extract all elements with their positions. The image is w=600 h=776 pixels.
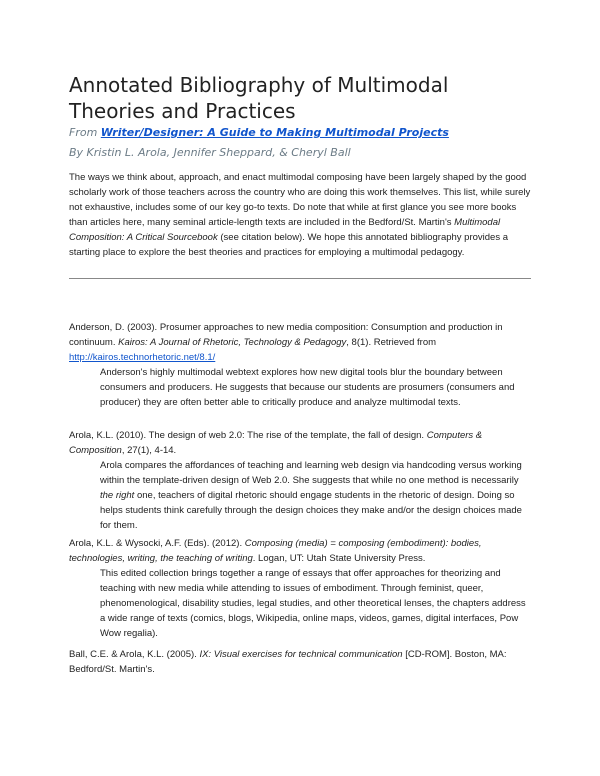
citation-book-title: IX: Visual exercises for technical communication bbox=[199, 649, 403, 660]
citation-details: , 27(1), 4-14. bbox=[121, 445, 177, 456]
bibliography-entry bbox=[69, 428, 531, 533]
citation-journal: Kairos: A Journal of Rhetoric, Technology & Pedagogy bbox=[118, 337, 347, 348]
intro-text: The ways we think about, approach, and enact multimodal composing have been largely shaped by the good scholarly work of those teachers across the country who are doing this work themselves. This list, while surely not exhaustive, includes some of our key go-to texts. Do note that while at first glance you see more books than articles here, many seminal article-length texts are included in the Bedford/St. Martin's bbox=[69, 172, 531, 228]
citation-journal: Computers & Composition bbox=[69, 430, 483, 456]
annotation: This edited collection brings together a range of essays that offer approaches for theorizing and teaching with new media while attending to issues of embodiment. Through feminist, queer, phenomenological, disability studies, legal studies, and other theoretical lenses, the chapters address a wide range of texts (comics, blogs, Wikipedia, online maps, videos, games, digital interfaces, Pow Wow regalia). bbox=[100, 568, 526, 639]
annotation: Anderson's highly multimodal webtext explores how new digital tools blur the boundary between consumers and producers. He suggests that because our students are prosumers (consumers and producer) they are often better able to critically produce and analyze multimodal texts. bbox=[100, 367, 515, 408]
citation-details: , 8(1). Retrieved from bbox=[346, 337, 437, 348]
horizontal-rule bbox=[69, 278, 531, 279]
citation bbox=[69, 647, 531, 677]
citation-text: Anderson, D. (2003). Prosumer approaches to new media composition: Consumption and production in continuum. bbox=[69, 322, 503, 348]
intro-paragraph bbox=[69, 170, 531, 260]
intro-sourcebook-title: Multimodal Composition: A Critical Sourcebook bbox=[69, 217, 501, 243]
citation-text: Arola, K.L. & Wysocki, A.F. (Eds). (2012). bbox=[69, 538, 243, 549]
source-prefix: From bbox=[69, 126, 98, 139]
intro-text-end: (see citation below). We hope this annotated bibliography provides a starting place to explore the best theories and practices for employing a multimodal pedagogy. bbox=[69, 232, 509, 258]
page-title: Annotated Bibliography of Multimodal Theories and Practices bbox=[69, 73, 449, 123]
citation bbox=[69, 536, 531, 566]
annotation-text: Arola compares the affordances of teaching and learning web design via handcoding versus working within the template-driven design of Web 2.0. She suggests that while no one method is necessarily bbox=[100, 460, 522, 486]
citation-book-title: Composing (media) = composing (embodiment): bodies, technologies, writing, the teaching of writing bbox=[69, 538, 482, 564]
citation-text: Ball, C.E. & Arola, K.L. (2005). bbox=[69, 649, 197, 660]
citation bbox=[69, 320, 531, 365]
bibliography-entry bbox=[69, 320, 531, 410]
citation-details: . Logan, UT: Utah State University Press. bbox=[252, 553, 426, 564]
citation-text: Arola, K.L. (2010). The design of web 2.0: The rise of the template, the fall of design. bbox=[69, 430, 425, 441]
annotation bbox=[100, 458, 531, 533]
citation-link[interactable]: http://kairos.technorhetoric.net/8.1/ bbox=[69, 352, 216, 363]
citation-details: [CD-ROM]. Boston, MA: Bedford/St. Martin's. bbox=[69, 649, 507, 675]
source-line bbox=[69, 126, 449, 140]
bibliography-entry bbox=[69, 647, 531, 677]
book-link[interactable]: Writer/Designer: A Guide to Making Multimodal Projects bbox=[100, 126, 449, 139]
citation bbox=[69, 428, 531, 458]
authors-line: By Kristin L. Arola, Jennifer Sheppard, & Cheryl Ball bbox=[69, 146, 351, 159]
annotation-text-end: one, teachers of digital rhetoric should engage students in the rhetoric of design. Doing so helps students think carefully through the design choices they make and/or the design choices made for them. bbox=[100, 490, 522, 531]
annotation-emphasis: the right bbox=[100, 490, 135, 501]
bibliography-entry bbox=[69, 536, 531, 641]
